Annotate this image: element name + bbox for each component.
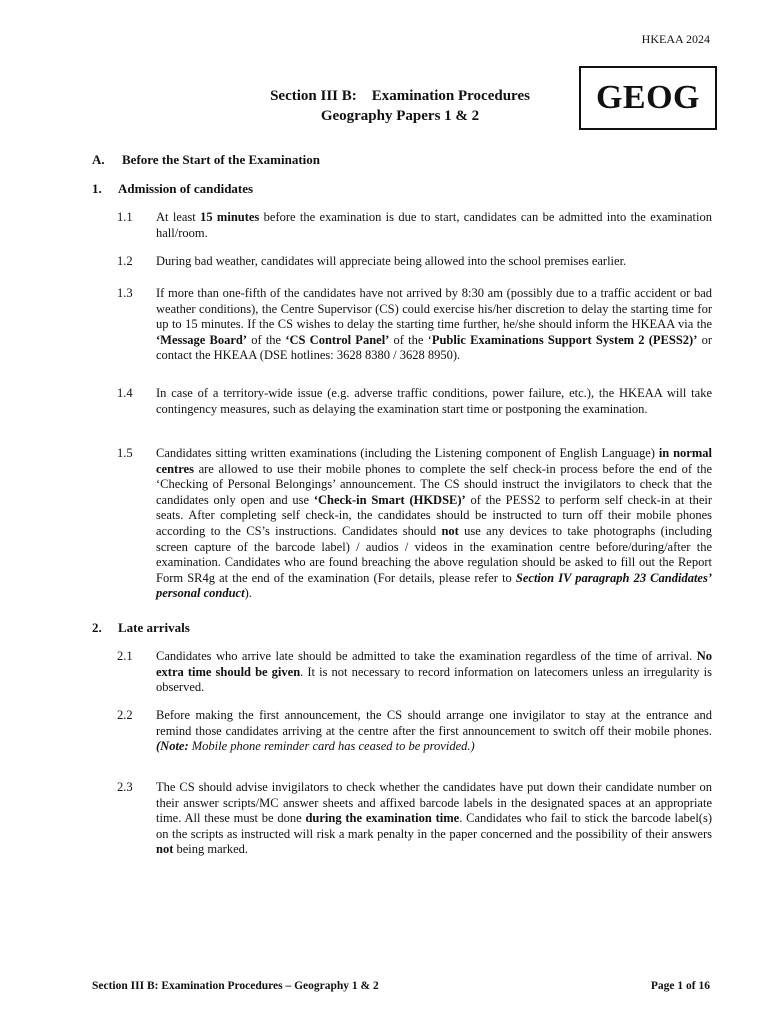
paragraph-text: Candidates who arrive late should be admitted to take the examination regardless of the time of arrival. No extra time should be given. It is not necessary to record information on latecomers unless an irregularity is observed. [156,649,712,695]
paragraph-number: 1.4 [117,386,133,400]
section-1-number: 1. [92,181,102,196]
paragraph-1-5 [117,446,712,602]
paragraph-number: 1.1 [117,210,133,224]
paragraph-number: 2.1 [117,649,133,663]
section-a-title: Before the Start of the Examination [122,152,320,167]
paragraph-text: Candidates sitting written examinations (including the Listening component of English Language) in normal centres are allowed to use their mobile phones to complete the self check-in process before the end of the ‘Checking of Personal Belongings’ announcement. The CS should instruct the invigilators to check that the candidates only open and use ‘Check-in Smart (HKDSE)’ of the PESS2 to perform self check-in at their seats. After completing self check-in, the candidates should be instructed to turn off their mobile phones according to the CS’s instructions. Candidates should not use any devices to take photographs (including screen capture of the barcode label) / audios / videos in the examination centre before/during/after the examination. Candidates who are found breaching the above regulation should be asked to fill out the Report Form SR4g at the end of the examination (For details, please refer to Section IV paragraph 23 Candidates’ personal conduct). [156,446,712,601]
paragraph-text: The CS should advise invigilators to check whether the candidates have put down their candidate number on their answer scripts/MC answer sheets and affixed barcode labels in the designated spaces at an appropriate time. All these must be done during the examination time. Candidates who fail to stick the barcode label(s) on the scripts as instructed will risk a mark penalty in the paper concerned and the possibility of their answers not being marked. [156,780,712,857]
paragraph-1-3 [117,286,712,364]
paragraph-2-2 [117,708,712,755]
section-2-title: Late arrivals [118,620,190,635]
title-line-1: Section III B: Examination Procedures [270,88,530,104]
paragraph-2-1 [117,649,712,696]
page-number: Page 1 of 16 [650,980,710,992]
paragraph-number: 1.3 [117,286,133,300]
paragraph-text: At least 15 minutes before the examination is due to start, candidates can be admitted into the examination hall/room. [156,210,712,240]
page-title [200,86,600,126]
paragraph-number: 2.2 [117,708,133,722]
paragraph-1-1 [117,210,712,241]
paragraph-1-4 [117,386,712,417]
paragraph-text: During bad weather, candidates will appreciate being allowed into the school premises earlier. [156,254,627,268]
section-2-number: 2. [92,620,102,635]
paragraph-2-3 [117,780,712,858]
section-2-heading [92,620,190,636]
paragraph-number: 1.2 [117,254,133,268]
section-1-title: Admission of candidates [118,181,254,196]
paragraph-1-2 [117,254,712,270]
header-org-year: HKEAA 2024 [641,32,710,46]
section-a-letter: A. [92,152,105,167]
paragraph-number: 1.5 [117,446,133,460]
paragraph-text: In case of a territory-wide issue (e.g. adverse traffic conditions, power failure, etc.), the HKEAA will take contingency measures, such as delaying the examination start time or postponing the examination. [156,386,712,416]
page-footer [92,980,710,992]
section-a-heading [92,152,320,168]
paragraph-number: 2.3 [117,780,133,794]
footer-section-title: Section III B: Examination Procedures – Geography 1 & 2 [92,980,379,992]
title-line-2: Geography Papers 1 & 2 [320,108,480,124]
section-1-heading [92,181,253,197]
paragraph-text: If more than one-fifth of the candidates have not arrived by 8:30 am (possibly due to a traffic accident or bad weather conditions), the Centre Supervisor (CS) could exercise his/her discretion to delay the starting time for up to 15 minutes. If the CS wishes to delay the starting time further, he/she should inform the HKEAA via the ‘Message Board’ of the ‘CS Control Panel’ of the ‘Public Examinations Support System 2 (PESS2)’ or contact the HKEAA (DSE hotlines: 3628 8380 / 3628 8950). [156,286,712,363]
paragraph-text: Before making the first announcement, the CS should arrange one invigilator to stay at the entrance and remind those candidates arriving at the centre after the first announcement to switch off their mobile phones. (Note: Mobile phone reminder card has ceased to be provided.) [156,708,712,754]
subject-code-box: GEOG [579,66,717,130]
